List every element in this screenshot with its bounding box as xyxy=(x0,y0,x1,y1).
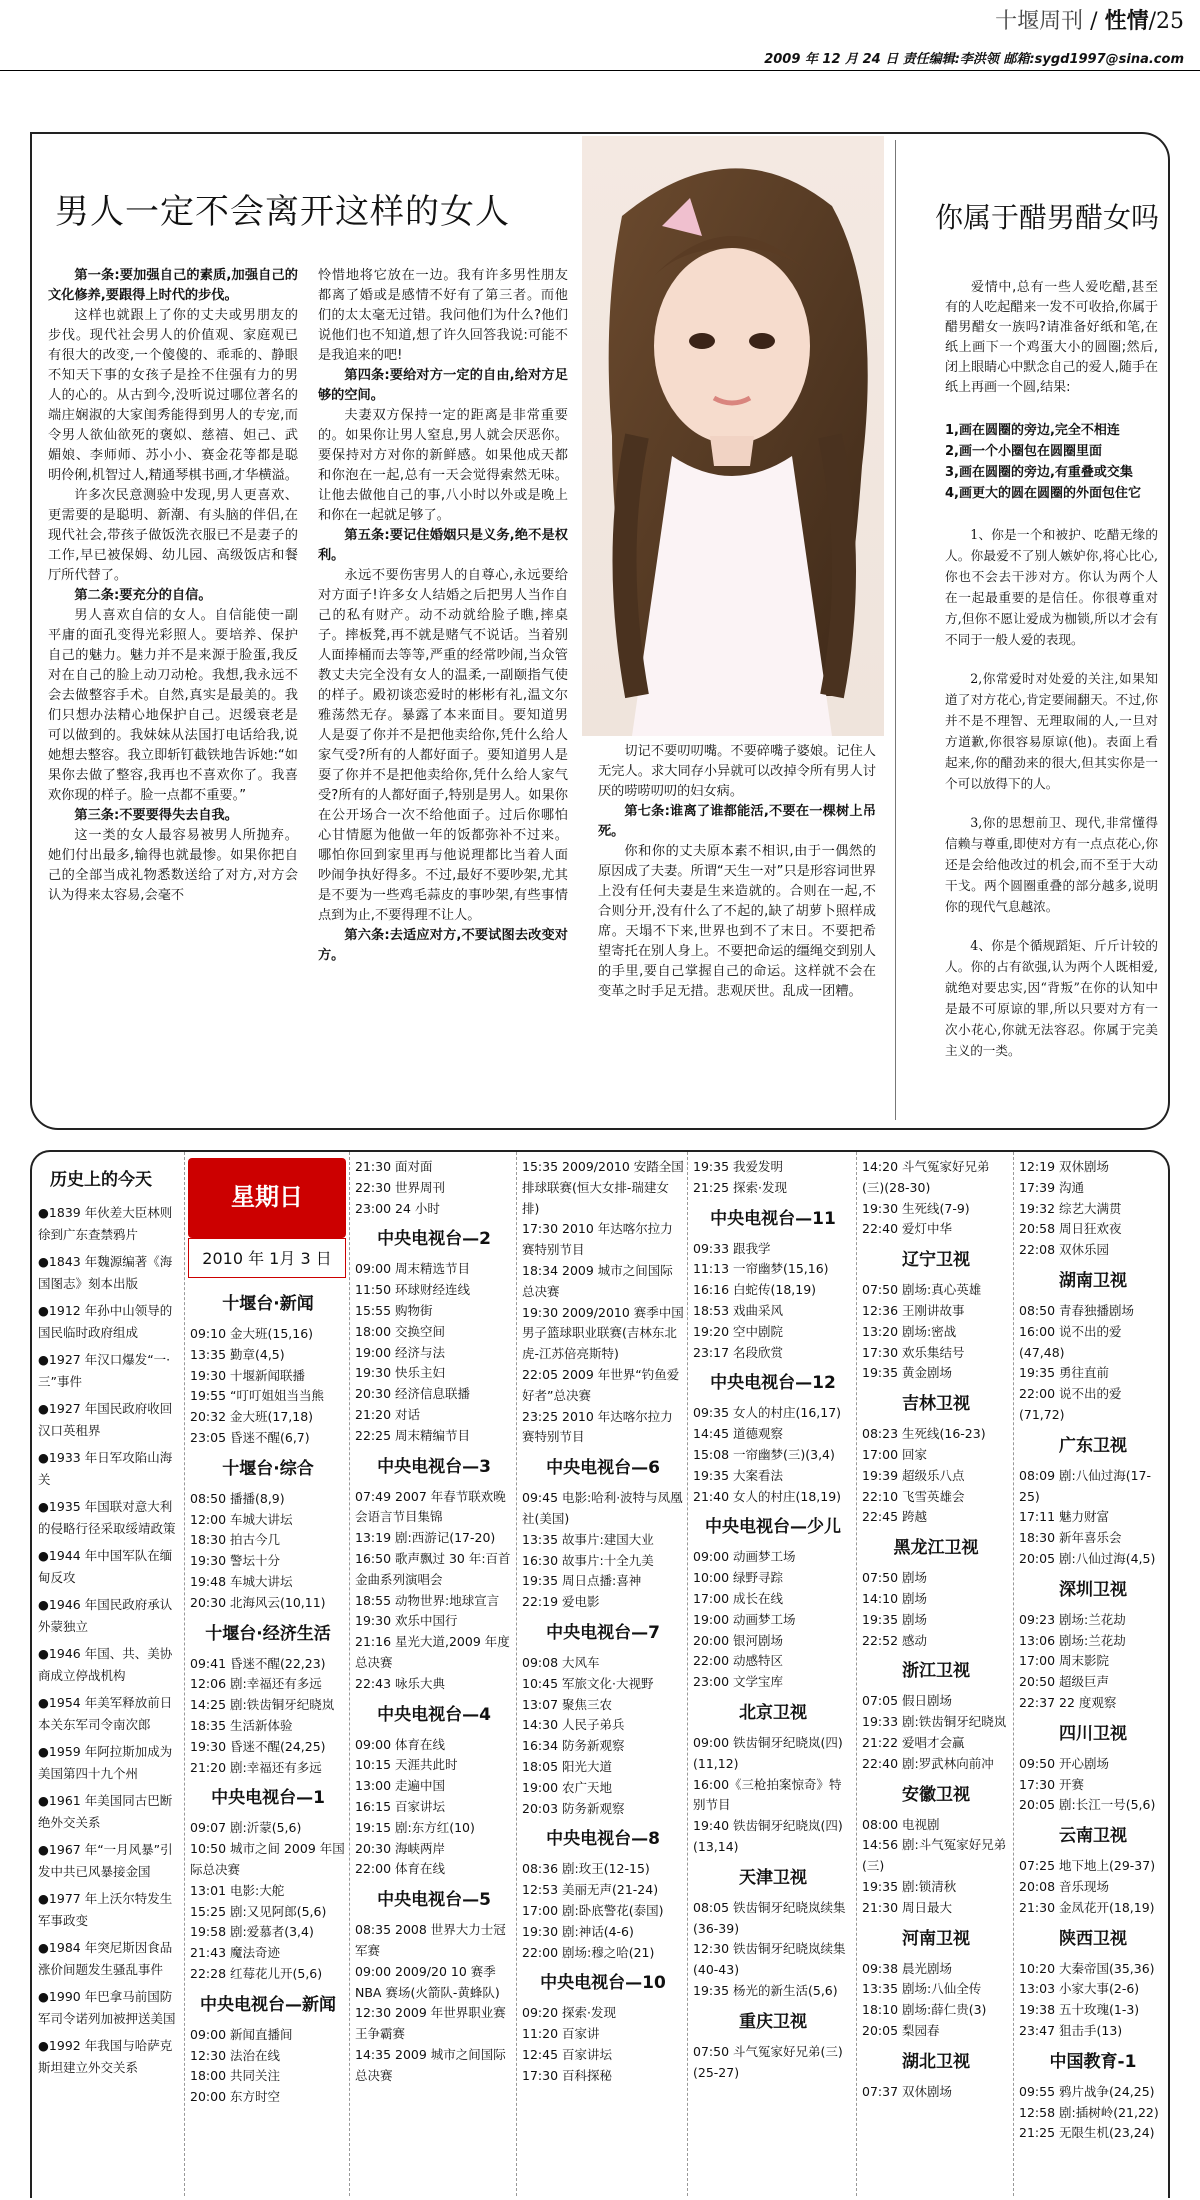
program-listing: 12:19 双休剧场 xyxy=(1019,1159,1109,1174)
woman-photo xyxy=(582,136,884,736)
program-listing: 19:32 综艺大满贯 xyxy=(1019,1200,1122,1216)
program-listing: 18:10 剧场:薛仁贵(3) xyxy=(862,2002,987,2018)
channel-heading: 四川卫视 xyxy=(1059,1723,1127,1744)
header-rule xyxy=(0,70,1200,71)
column-rule xyxy=(687,1152,688,2196)
channel-heading: 中央电视台—12 xyxy=(710,1373,836,1394)
program-listing: 19:40 铁齿铜牙纪晓岚(四)(13,14) xyxy=(693,1818,843,1854)
channel-heading: 中央电视台—10 xyxy=(540,1973,666,1994)
program-listing: 09:41 昏迷不醒(22,23) xyxy=(190,1655,326,1671)
program-listing: 19:30 2009/2010 赛季中国男子篮球职业联赛(吉林东北虎-江苏倍亮斯特) xyxy=(522,1304,684,1362)
program-listing: 22:30 世界周刊 xyxy=(355,1179,445,1195)
program-listing: 21:30 面对面 xyxy=(355,1159,433,1174)
history-item: ●1843 年魏源编著《海国图志》刻本出版 xyxy=(38,1254,173,1291)
channel-heading: 湖北卫视 xyxy=(902,2051,970,2072)
paper-name: 十堰周刊 xyxy=(995,9,1084,34)
program-listing: 22:05 2009 年世界“钓鱼爱好者”总决赛 xyxy=(522,1366,680,1403)
channel-heading: 中央电视台—5 xyxy=(377,1890,491,1911)
program-listing: 09:00 体育在线 xyxy=(355,1736,445,1752)
article-rule-heading: 第七条:谁离了谁都能活,不要在一棵树上吊死。 xyxy=(598,804,876,839)
history-item: ●1839 年伙差大臣林则徐到广东查禁鸦片 xyxy=(38,1205,173,1242)
program-listing: 13:35 故事片:建国大业 xyxy=(522,1531,654,1547)
program-listing: 10:20 大秦帝国(35,36) xyxy=(1019,1960,1155,1976)
program-listing: 20:58 周日狂欢夜 xyxy=(1019,1221,1122,1237)
program-listing: 07:50 剧场:真心英雄 xyxy=(862,1282,982,1298)
history-item: ●1927 年国民政府收回汉口英租界 xyxy=(38,1401,173,1438)
channel-heading: 中央电视台—3 xyxy=(377,1456,491,1477)
program-listing: 09:00 周末精选节目 xyxy=(355,1261,470,1277)
program-listing: 19:39 超级乐八点 xyxy=(862,1467,965,1483)
article-paragraph: 这样也就跟上了你的丈夫或男朋友的步伐。现代社会男人的价值观、家庭观已有很大的改变,一个傻傻的、乖乖的、静眼不知天下事的女孩子是拴不住强有力的男人的心的。从古到今,没听说过哪位著名的端庄娴淑的大家闺秀能得到男人的专宠,而令男人欲仙欲死的褒姒、慈禧、妲己、武媚娘、李师师、苏小小、赛金花等都是聪明伶俐,机智过人,精通琴棋书画,才华横溢。 xyxy=(48,308,298,483)
program-listing: 13:01 电影:大舵 xyxy=(190,1882,285,1898)
program-listing: 12:53 美丽无声(21-24) xyxy=(522,1882,659,1898)
history-item: ●1961 年美国同古巴断绝外交关系 xyxy=(38,1793,173,1830)
program-listing: 20:30 经济信息联播 xyxy=(355,1386,470,1402)
program-listing: 14:25 剧:铁齿铜牙纪晓岚 xyxy=(190,1697,335,1713)
article-paragraph: 你和你的丈夫原本素不相识,由于一偶然的原因成了夫妻。所谓“天生一对”只是形容词世界上没有任何夫妻是生来造就的。合则在一起,不合则分开,没有什么了不起的,缺了胡萝卜照样成席。天塌不下来,世界也到不了末日。不要把希望寄托在别人身上。不要把命运的缰绳交到别人的手里,要自己掌握自己的命运。这样就不会在变革之时手足无措。悲观厌世。乱成一团糟。 xyxy=(598,844,876,999)
program-listing: 20:30 海峡两岸 xyxy=(355,1840,445,1856)
program-listing: 13:35 勤章(4,5) xyxy=(190,1346,285,1362)
channel-heading: 十堰台·经济生活 xyxy=(205,1623,331,1644)
program-listing: 19:38 五十玫瑰(1-3) xyxy=(1019,2002,1140,2018)
program-listing: 09:00 新闻直播间 xyxy=(190,2026,293,2042)
program-listing: 21:30 金凤花开(18,19) xyxy=(1019,1899,1155,1915)
program-listing: 19:00 经济与法 xyxy=(355,1344,445,1360)
tv-column-6 xyxy=(1019,1157,1167,2144)
program-listing: 20:50 超级巨声 xyxy=(1019,1674,1109,1690)
program-listing: 09:23 剧场:兰花劫 xyxy=(1019,1611,1126,1627)
program-listing: 08:05 铁齿铜牙纪晓岚续集(36-39) xyxy=(693,1899,846,1936)
program-listing: 14:30 人民子弟兵 xyxy=(522,1717,625,1733)
program-listing: 16:00 说不出的爱(47,48) xyxy=(1019,1323,1122,1360)
program-listing: 19:48 车城大讲坛 xyxy=(190,1573,293,1589)
program-listing: 17:00 回家 xyxy=(862,1446,927,1462)
program-listing: 22:08 双休乐园 xyxy=(1019,1242,1109,1258)
program-listing: 21:30 周日最大 xyxy=(862,1899,952,1915)
program-listing: 16:50 歌声飘过 30 年:百首金曲系列演唱会 xyxy=(355,1550,511,1587)
program-listing: 12:58 剧:插树岭(21,22) xyxy=(1019,2104,1159,2120)
program-listing: 13:19 剧:西游记(17-20) xyxy=(355,1530,496,1546)
program-listing: 09:00 动画梦工场 xyxy=(693,1549,796,1565)
program-listing: 18:05 阳光大道 xyxy=(522,1758,612,1774)
program-listing: 21:25 探索·发现 xyxy=(693,1179,787,1195)
program-listing: 09:08 大风车 xyxy=(522,1654,600,1670)
page-number: /25 xyxy=(1148,9,1184,34)
program-listing: 08:00 电视剧 xyxy=(862,1816,940,1832)
article-rule-heading: 第一条:要加强自己的素质,加强自己的文化修养,要跟得上时代的步伐。 xyxy=(48,268,298,303)
program-listing: 13:20 剧场:密战 xyxy=(862,1323,957,1339)
program-listing: 22:00 说不出的爱(71,72) xyxy=(1019,1386,1122,1422)
program-listing: 07:49 2007 年春节联欢晚会语言节目集锦 xyxy=(355,1488,506,1525)
program-listing: 22:28 红莓花儿开(5,6) xyxy=(190,1965,323,1981)
history-item: ●1946 年国民政府承认外蒙独立 xyxy=(38,1597,173,1634)
program-listing: 08:36 剧:玫王(12-15) xyxy=(522,1861,650,1877)
program-listing: 18:00 共同关注 xyxy=(190,2068,280,2084)
program-listing: 17:00 成长在线 xyxy=(693,1590,783,1606)
program-listing: 23:05 昏迷不醒(6,7) xyxy=(190,1429,310,1445)
program-listing: 07:50 斗气冤家好兄弟(三)(25-27) xyxy=(693,2043,843,2080)
program-listing: 14:56 剧:斗气冤家好兄弟(三) xyxy=(862,1837,1007,1874)
program-listing: 20:00 东方时空 xyxy=(190,2089,280,2105)
channel-heading: 湖南卫视 xyxy=(1059,1270,1127,1291)
program-listing: 07:25 地下地上(29-37) xyxy=(1019,1858,1156,1874)
quiz-option: 4,画更大的圆在圆圈的外面包住它 xyxy=(945,486,1141,501)
tv-column-3 xyxy=(522,1157,684,2086)
quiz-intro: 爱情中,总有一些人爱吃醋,甚至有的人吃起醋来一发不可收拾,你属于醋男醋女一族吗?请准备好纸和笔,在纸上画下一个鸡蛋大小的圆圈;然后,闭上眼睛心中默念自己的爱人,随手在纸上再画一个圆,结果: xyxy=(945,280,1158,395)
program-listing: 12:36 王刚讲故事 xyxy=(862,1302,965,1318)
program-listing: 22:19 爱电影 xyxy=(522,1594,600,1610)
program-listing: 19:30 昏迷不醒(24,25) xyxy=(190,1738,326,1754)
program-listing: 10:45 军旅文化·大视野 xyxy=(522,1675,654,1691)
program-listing: 09:20 探索·发现 xyxy=(522,2005,616,2021)
article-column-1 xyxy=(48,266,298,906)
channel-heading: 十堰台·新闻 xyxy=(222,1294,314,1314)
program-listing: 19:35 我爱发明 xyxy=(693,1159,783,1174)
history-item: ●1967 年“一月风暴”引发中共已风暴接金国 xyxy=(38,1842,173,1879)
program-listing: 15:35 2009/2010 安踏全国排球联赛(恒大女排-瑞建女排) xyxy=(522,1159,684,1216)
program-listing: 12:45 百家讲坛 xyxy=(522,2046,612,2062)
history-item: ●1977 年上沃尔特发生军事政变 xyxy=(38,1891,173,1928)
program-listing: 19:55 “叮叮姐姐当当熊 xyxy=(190,1388,324,1404)
program-listing: 16:30 故事片:十全九美 xyxy=(522,1552,654,1568)
article-paragraph: 切记不要叨叨嘴。不要碎嘴子婆娘。记住人无完人。求大同存小异就可以改掉令所有男人讨厌的唠唠叨叨的妇女病。 xyxy=(598,744,876,799)
article-title: 男人一定不会离开这样的女人 xyxy=(55,192,510,232)
program-listing: 20:05 梨园春 xyxy=(862,2022,940,2038)
program-listing: 23:17 名段欣赏 xyxy=(693,1344,783,1360)
program-listing: 12:30 法治在线 xyxy=(190,2047,280,2063)
section-slash: / xyxy=(1083,9,1105,34)
article-rule-heading: 第六条:去适应对方,不要试图去改变对方。 xyxy=(318,928,568,963)
program-listing: 18:00 交换空间 xyxy=(355,1323,445,1339)
article-rule-heading: 第二条:要充分的自信。 xyxy=(74,588,212,603)
program-listing: 23:00 24 小时 xyxy=(355,1200,440,1216)
program-listing: 19:30 十堰新闻联播 xyxy=(190,1367,305,1383)
program-listing: 08:23 生死线(16-23) xyxy=(862,1426,986,1442)
tv-column-2 xyxy=(355,1157,513,2086)
program-listing: 15:55 购物街 xyxy=(355,1302,433,1318)
program-listing: 14:35 2009 城市之间国际总决赛 xyxy=(355,2046,506,2083)
article-paragraph: 许多次民意测验中发现,男人更喜欢、更需要的是聪明、新潮、有头脑的伴侣,在现代社会,带孩子做饭洗衣服已不是妻子的工作,早已被保姆、幼儿园、高级饭店和餐厅所代替了。 xyxy=(48,488,298,583)
channel-heading: 黑龙江卫视 xyxy=(893,1538,979,1559)
date-banner: 2010 年 1月 3 日 xyxy=(188,1238,346,1278)
history-item: ●1935 年国联对意大利的侵略行径采取绥靖政策 xyxy=(38,1499,176,1536)
history-item: ●1954 年美军释放前日本关东军司令南次郎 xyxy=(38,1695,173,1732)
program-listing: 10:50 城市之间 2009 年国际总决赛 xyxy=(190,1841,345,1877)
program-listing: 17:00 剧:卧底警花(泰国) xyxy=(522,1902,664,1918)
channel-heading: 十堰台·综合 xyxy=(222,1458,314,1479)
dateline: 2009 年 12 月 24 日 责任编辑:李洪领 邮箱:sygd1997@sina.com xyxy=(764,52,1184,67)
channel-heading: 中央电视台—7 xyxy=(546,1622,660,1643)
tv-column-4 xyxy=(693,1157,853,2083)
quiz-answers xyxy=(945,524,1158,1061)
channel-heading: 中央电视台—4 xyxy=(377,1704,491,1725)
tv-column-1 xyxy=(190,1284,346,2108)
program-listing: 20:03 防务新观察 xyxy=(522,1800,625,1816)
channel-heading: 中央电视台—11 xyxy=(710,1208,836,1229)
program-listing: 20:08 音乐现场 xyxy=(1019,1878,1109,1894)
program-listing: 09:00 2009/20 10 赛季 NBA 赛场(火箭队-黄蜂队) xyxy=(355,1963,500,2000)
program-listing: 21:40 女人的村庄(18,19) xyxy=(693,1488,842,1504)
article-rule-heading: 第四条:要给对方一定的自由,给对方足够的空间。 xyxy=(318,368,568,403)
history-item: ●1912 年孙中山领导的国民临时政府组成 xyxy=(38,1303,173,1340)
history-item: ●1927 年汉口爆发“一·三”事件 xyxy=(38,1352,171,1389)
article-column-3 xyxy=(598,742,876,1002)
program-listing: 20:05 剧:长江一号(5,6) xyxy=(1019,1797,1156,1813)
article-paragraph: 这一类的女人最容易被男人所抛弃。她们付出最多,输得也就最惨。如果你把自己的全部当成礼物悉数送给了对方,对方会认为得来太容易,会毫不 xyxy=(48,828,298,903)
history-item: ●1990 年巴拿马前国防军司令诺列加被押送美国 xyxy=(38,1989,176,2026)
program-listing: 13:03 小家大事(2-6) xyxy=(1019,1981,1140,1997)
quiz-answer: 2,你常爱时对处爱的关注,如果知道了对方花心,肯定要闹翻天。不过,你并不是不理智、无理取闹的人,一旦对方道歉,你很容易原谅(他)。表面上看起来,你的醋劲来的很大,但其实你是一个可以放得下的人。 xyxy=(945,671,1158,791)
channel-heading: 陕西卫视 xyxy=(1059,1928,1127,1949)
column-rule xyxy=(184,1152,185,2196)
program-listing: 22:52 感动 xyxy=(862,1632,927,1648)
program-listing: 19:20 空中剧院 xyxy=(693,1323,783,1339)
program-listing: 09:07 剧:沂蒙(5,6) xyxy=(190,1820,302,1836)
program-listing: 09:00 铁齿铜牙纪晓岚(四)(11,12) xyxy=(693,1734,843,1771)
program-listing: 22:43 咏乐大典 xyxy=(355,1675,445,1691)
program-listing: 12:00 车城大讲坛 xyxy=(190,1511,293,1527)
channel-heading: 中央电视台—6 xyxy=(546,1458,660,1479)
history-item: ●1959 年阿拉斯加成为美国第四十九个州 xyxy=(38,1744,173,1781)
program-listing: 13:06 剧场:兰花劫 xyxy=(1019,1632,1126,1648)
program-listing: 19:35 杨光的新生活(5,6) xyxy=(693,1982,838,1998)
quiz-column xyxy=(945,278,1158,1079)
quiz-answer: 1、你是一个和被护、吃醋无缘的人。你最爱不了别人嫉妒你,将心比心,你也不会去干涉对方。你认为两个人在一起最重要的是信任。你很尊重对方,但你不愿让爱成为枷锁,所以才会有不同于一般人爱的表现。 xyxy=(945,527,1158,647)
quiz-title: 你属于醋男醋女吗 xyxy=(935,201,1160,234)
program-listing: 19:35 周日点播:喜神 xyxy=(522,1573,642,1589)
program-listing: 13:35 剧场:八仙全传 xyxy=(862,1981,982,1997)
program-listing: 18:30 拍古今几 xyxy=(190,1532,280,1548)
program-listing: 19:15 剧:东方红(10) xyxy=(355,1819,475,1835)
woman-photo-illustration xyxy=(582,136,884,736)
program-listing: 19:30 快乐主妇 xyxy=(355,1365,445,1381)
history-title: 历史上的今天 xyxy=(50,1170,152,1190)
article-rule-heading: 第三条:不要要得失去自我。 xyxy=(74,808,238,823)
program-listing: 19:33 剧:铁齿铜牙纪晓岚 xyxy=(862,1714,1007,1730)
program-listing: 18:35 生活新体验 xyxy=(190,1717,293,1733)
channel-heading: 安徽卫视 xyxy=(902,1784,970,1805)
program-listing: 09:55 鸦片战争(24,25) xyxy=(1019,2083,1155,2099)
program-listing: 15:25 剧:又见阿郎(5,6) xyxy=(190,1903,327,1919)
program-listing: 23:25 2010 年达喀尔拉力赛特别节目 xyxy=(522,1408,673,1445)
program-listing: 20:30 北海风云(10,11) xyxy=(190,1594,326,1610)
program-listing: 22:10 飞雪英雄会 xyxy=(862,1488,965,1504)
history-list xyxy=(38,1202,184,2084)
program-listing: 09:50 开心剧场 xyxy=(1019,1755,1109,1771)
program-listing: 17:30 百科探秘 xyxy=(522,2067,612,2083)
article-column-2 xyxy=(318,266,568,966)
quiz-option: 3,画在圆圈的旁边,有重叠或交集 xyxy=(945,465,1133,480)
program-listing: 19:00 动画梦工场 xyxy=(693,1611,796,1627)
program-listing: 19:35 大案看法 xyxy=(693,1467,783,1483)
quiz-option: 1,画在圆圈的旁边,完全不相连 xyxy=(945,423,1120,438)
program-listing: 10:15 天涯共此时 xyxy=(355,1757,458,1773)
program-listing: 17:39 沟通 xyxy=(1019,1179,1084,1195)
program-listing: 22:00 动感特区 xyxy=(693,1653,783,1669)
program-listing: 19:35 勇往直前 xyxy=(1019,1365,1109,1381)
program-listing: 09:33 跟我学 xyxy=(693,1240,771,1256)
channel-heading: 云南卫视 xyxy=(1059,1826,1127,1847)
program-listing: 21:20 对话 xyxy=(355,1406,420,1422)
program-listing: 19:35 剧:锁清秋 xyxy=(862,1878,957,1894)
column-rule xyxy=(516,1152,517,2196)
section-name: 性情 xyxy=(1104,8,1149,34)
program-listing: 21:22 爱唱才会赢 xyxy=(862,1734,965,1750)
program-listing: 14:10 剧场 xyxy=(862,1590,927,1606)
program-listing: 17:11 魅力财富 xyxy=(1019,1509,1109,1525)
channel-heading: 吉林卫视 xyxy=(902,1394,970,1415)
program-listing: 18:30 新年喜乐会 xyxy=(1019,1530,1122,1546)
program-listing: 19:30 警坛十分 xyxy=(190,1553,280,1569)
program-listing: 08:50 播播(8,9) xyxy=(190,1490,285,1506)
program-listing: 08:50 青春独播剧场 xyxy=(1019,1302,1134,1318)
program-listing: 22:25 周末精编节目 xyxy=(355,1427,470,1443)
article-paragraph: 男人喜欢自信的女人。自信能使一副平庸的面孔变得光彩照人。要培养、保护自己的魅力。魅力并不是来源于脸蛋,我反对在自己的脸上动刀动枪。我想,我永远不会去做整容手术。自然,真实是最美的。我们只想办法精心地保护自己。迟缓衰老是可以做到的。我妹妹从法国打电话给我,说她想去整容。我立即斩钉截铁地告诉她:“如果你去做了整容,我再也不喜欢你了。我喜欢你现的样子。脸一点都不重要。” xyxy=(48,608,298,803)
channel-heading: 河南卫视 xyxy=(902,1928,970,1949)
program-listing: 17:30 开赛 xyxy=(1019,1776,1084,1792)
column-rule xyxy=(856,1152,857,2196)
program-listing: 12:06 剧:幸福还有多远 xyxy=(190,1676,322,1692)
program-listing: 21:20 剧:幸福还有多远 xyxy=(190,1759,322,1775)
tv-column-5 xyxy=(862,1157,1010,2103)
masthead xyxy=(995,4,1184,35)
program-listing: 09:10 金大班(15,16) xyxy=(190,1326,314,1341)
program-listing: 08:35 2008 世界大力士冠军赛 xyxy=(355,1922,506,1958)
column-rule xyxy=(349,1152,350,2196)
program-listing: 20:05 剧:八仙过海(4,5) xyxy=(1019,1550,1156,1566)
program-listing: 13:00 走遍中国 xyxy=(355,1778,445,1794)
program-listing: 22:45 跨越 xyxy=(862,1509,927,1525)
history-item: ●1946 年国、共、美协商成立停战机构 xyxy=(38,1646,173,1683)
program-listing: 07:37 双休剧场 xyxy=(862,2083,952,2099)
channel-heading: 中国教育-1 xyxy=(1049,2051,1137,2072)
program-listing: 19:30 欢乐中国行 xyxy=(355,1613,458,1629)
channel-heading: 中央电视台—1 xyxy=(211,1788,325,1809)
channel-heading: 浙江卫视 xyxy=(902,1661,970,1682)
quiz-answer: 4、你是个循规蹈矩、斤斤计较的人。你的占有欲强,认为两个人既相爱,就绝对要忠实,因“背叛”在你的认知中是最不可原谅的罪,所以只要对方有一次小花心,你就无法容忍。你属于完美主义的一类。 xyxy=(945,938,1158,1058)
program-listing: 20:00 银河剧场 xyxy=(693,1632,783,1648)
program-listing: 22:37 22 度观察 xyxy=(1019,1694,1117,1710)
column-rule xyxy=(1013,1152,1014,2196)
program-listing: 13:07 聚焦三农 xyxy=(522,1696,612,1712)
quiz-option: 2,画一个小圈包在圆圈里面 xyxy=(945,444,1102,459)
program-listing: 11:20 百家讲 xyxy=(522,2026,600,2042)
article-paragraph: 夫妻双方保持一定的距离是非常重要的。如果你让男人窒息,男人就会厌恶你。要保持对方对你的新鲜感。如果他成天都和你泡在一起,总有一天会觉得索然无味。让他去做他自己的事,八小时以外或是晚上和你在一起就足够了。 xyxy=(318,408,568,523)
program-listing: 16:15 百家讲坛 xyxy=(355,1798,445,1814)
quiz-options xyxy=(945,420,1158,504)
program-listing: 22:00 剧场:穆之哈(21) xyxy=(522,1944,655,1960)
program-listing: 21:25 无限生机(23,24) xyxy=(1019,2125,1155,2141)
program-listing: 16:34 防务新观察 xyxy=(522,1738,625,1754)
program-listing: 19:58 剧:爱慕者(3,4) xyxy=(190,1924,314,1940)
program-listing: 16:16 白蛇传(18,19) xyxy=(693,1282,817,1298)
channel-heading: 中央电视台—2 xyxy=(377,1229,491,1250)
column-divider xyxy=(895,140,896,1120)
article-rule-heading: 第五条:要记住婚姻只是义务,绝不是权利。 xyxy=(318,528,568,563)
program-listing: 11:13 一帘幽梦(15,16) xyxy=(693,1261,829,1277)
history-item: ●1992 年我国与哈萨克斯坦建立外交关系 xyxy=(38,2038,173,2075)
program-listing: 19:30 剧:神话(4-6) xyxy=(522,1923,634,1939)
channel-heading: 中央电视台—8 xyxy=(546,1829,660,1850)
program-listing: 14:20 斗气冤家好兄弟(三)(28-30) xyxy=(862,1159,990,1195)
program-listing: 09:35 女人的村庄(16,17) xyxy=(693,1405,842,1421)
program-listing: 10:00 绿野寻踪 xyxy=(693,1570,783,1586)
program-listing: 19:35 剧场 xyxy=(862,1611,927,1627)
channel-heading: 天津卫视 xyxy=(739,1867,807,1888)
day-banner: 星期日 xyxy=(188,1158,346,1238)
channel-heading: 深圳卫视 xyxy=(1059,1579,1127,1600)
program-listing: 22:00 体育在线 xyxy=(355,1861,445,1877)
program-listing: 16:00《三枪拍案惊奇》特别节目 xyxy=(693,1776,842,1813)
channel-heading: 中央电视台—少儿 xyxy=(705,1517,841,1538)
program-listing: 09:45 电影:哈利·波特与凤凰社(美国) xyxy=(522,1490,683,1526)
history-item: ●1933 年日军攻陷山海关 xyxy=(38,1450,173,1487)
program-listing: 14:45 道德观察 xyxy=(693,1426,783,1442)
program-listing: 18:34 2009 城市之间国际总决赛 xyxy=(522,1262,673,1299)
program-listing: 21:16 星光大道,2009 年度总决赛 xyxy=(355,1634,510,1670)
channel-heading: 北京卫视 xyxy=(739,1702,807,1723)
program-listing: 21:43 魔法奇迹 xyxy=(190,1945,280,1961)
history-item: ●1984 年突尼斯因食品涨价间题发生骚乱事件 xyxy=(38,1940,173,1977)
program-listing: 23:00 文学宝库 xyxy=(693,1674,783,1690)
program-listing: 11:50 环球财经连线 xyxy=(355,1282,470,1298)
program-listing: 15:08 一帘幽梦(三)(3,4) xyxy=(693,1446,835,1462)
program-listing: 07:05 假日剧场 xyxy=(862,1693,952,1709)
program-listing: 07:50 剧场 xyxy=(862,1570,927,1586)
program-listing: 19:30 生死线(7-9) xyxy=(862,1200,970,1216)
program-listing: 22:40 爱灯中华 xyxy=(862,1221,952,1237)
channel-heading: 辽宁卫视 xyxy=(902,1250,970,1271)
program-listing: 18:53 戏曲采风 xyxy=(693,1302,783,1318)
article-paragraph: 永远不要伤害男人的自尊心,永远要给对方面子!许多女人结婚之后把男人当作自己的私有财产。动不动就给脸子瞧,摔桌子。摔板凳,再不就是赌气不说话。当着别人面捧桶而去等等,严重的经常吵闹,当众管教丈夫完全没有女人的温柔,一副颐指气使的样子。殿初谈恋爱时的彬彬有礼,温文尔雅荡然无存。暴露了本来面目。要知道男人是耍了你并不是把他卖给你,凭什么给人家气受?所有的人都好面子。要知道男人是耍了你并不是把他卖给你,凭什么给人家气受?所有的人都好面子,特别是男人。如果你在公开场合一次不给他面子。过后你哪怕心甘情愿为他做一年的饭都弥补不过来。哪怕你回到家里再与他说理都比当着人面吵闹争执好得多。不过,最好不要吵架,尤其是不要为一些鸡毛蒜皮的事吵架,有些事情点到为止,不要得理不让人。 xyxy=(318,568,568,923)
program-listing: 19:00 农广天地 xyxy=(522,1779,612,1795)
article-paragraph: 怜惜地将它放在一边。我有许多男性朋友都离了婚或是感情不好有了第三者。而他们的太太毫无过错。我问他们为什么?他们说他们也不知道,想了许久回答我说:可能不是我追来的吧! xyxy=(318,268,568,363)
program-listing: 09:38 晨光剧场 xyxy=(862,1960,952,1976)
program-listing: 12:30 铁齿铜牙纪晓岚续集(40-43) xyxy=(693,1941,846,1978)
program-listing: 17:30 欢乐集结号 xyxy=(862,1344,965,1360)
program-listing: 20:32 金大班(17,18) xyxy=(190,1409,314,1425)
channel-heading: 广东卫视 xyxy=(1059,1435,1127,1456)
history-item: ●1944 年中国军队在缅甸反攻 xyxy=(38,1548,173,1585)
program-listing: 12:30 2009 年世界职业赛王争霸赛 xyxy=(355,2005,506,2042)
program-listing: 22:40 剧:罗武林向前冲 xyxy=(862,1755,994,1771)
program-listing: 17:30 2010 年达喀尔拉力赛特别节目 xyxy=(522,1221,673,1258)
program-listing: 17:00 周末影院 xyxy=(1019,1653,1109,1669)
quiz-answer: 3,你的思想前卫、现代,非常懂得信赖与尊重,即使对方有一点点花心,你还是会给他改过的机会,而不至于大动干戈。两个圆圈重叠的部分越多,说明你的现代气息越浓。 xyxy=(945,815,1158,914)
channel-heading: 中央电视台—新闻 xyxy=(200,1994,336,2015)
program-listing: 08:09 剧:八仙过海(17-25) xyxy=(1019,1467,1152,1504)
program-listing: 23:47 狙击手(13) xyxy=(1019,2022,1123,2038)
program-listing: 19:35 黄金剧场 xyxy=(862,1365,952,1381)
program-listing: 18:55 动物世界:地球宣言 xyxy=(355,1592,500,1608)
channel-heading: 重庆卫视 xyxy=(739,2011,807,2032)
